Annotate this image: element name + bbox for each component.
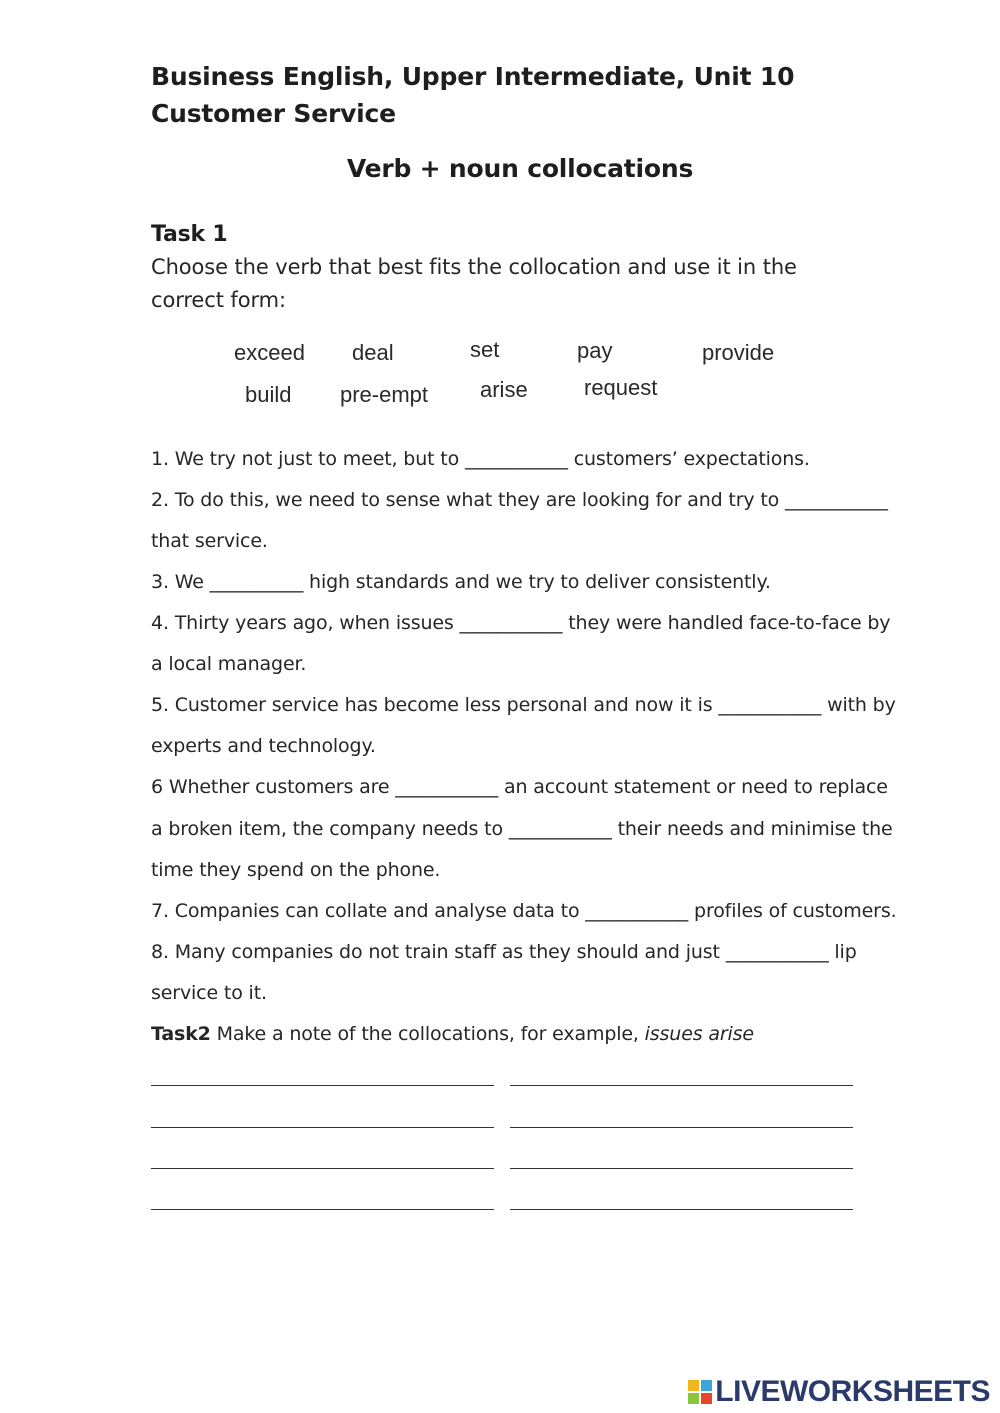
- answer-line[interactable]: [151, 1127, 494, 1128]
- question-line: experts and technology.: [151, 735, 376, 757]
- task2-text: Make a note of the collocations, for example,: [210, 1023, 645, 1045]
- answer-line[interactable]: [510, 1127, 853, 1128]
- answer-line[interactable]: [510, 1168, 853, 1169]
- document-subtitle-topic: Customer Service: [151, 99, 396, 128]
- question-line: a broken item, the company needs to ___________ their needs and minimise the: [151, 818, 893, 840]
- question-line: 1. We try not just to meet, but to ___________ customers’ expectations.: [151, 448, 810, 470]
- word-bank-item: deal: [352, 340, 394, 365]
- liveworksheets-logo: [687, 1375, 990, 1409]
- document-title: Business English, Upper Intermediate, Unit 10: [151, 62, 795, 91]
- task2-instruction: [151, 1023, 754, 1045]
- word-bank-item: set: [470, 337, 500, 362]
- question-line: service to it.: [151, 982, 267, 1004]
- question-line: 8. Many companies do not train staff as they should and just ___________ lip: [151, 941, 857, 963]
- task1-label: Task 1: [151, 222, 228, 247]
- question-line: 2. To do this, we need to sense what they are looking for and try to ___________: [151, 489, 888, 511]
- word-bank-item: provide: [702, 340, 775, 365]
- question-line: that service.: [151, 530, 268, 552]
- word-bank-item: exceed: [234, 340, 305, 365]
- answer-line[interactable]: [510, 1085, 853, 1086]
- word-bank-item: pre-empt: [340, 382, 429, 407]
- task1-instruction-line1: Choose the verb that best fits the collocation and use it in the: [151, 255, 797, 279]
- question-line: 7. Companies can collate and analyse data to ___________ profiles of customers.: [151, 900, 897, 922]
- section-title: Verb + noun collocations: [346, 154, 694, 183]
- question-line: 3. We __________ high standards and we try to deliver consistently.: [151, 571, 771, 593]
- answer-line[interactable]: [151, 1168, 494, 1169]
- question-line: 5. Customer service has become less personal and now it is ___________ with by: [151, 694, 896, 716]
- task1-instruction-line2: correct form:: [151, 288, 286, 312]
- task2-example: issues arise: [644, 1023, 754, 1045]
- word-bank-item: arise: [480, 377, 528, 402]
- question-line: a local manager.: [151, 653, 307, 675]
- word-bank-item: pay: [577, 338, 613, 363]
- answer-line[interactable]: [151, 1085, 494, 1086]
- word-bank-item: request: [584, 375, 658, 400]
- liveworksheets-logo-text: LIVEWORKSHEETS: [715, 1375, 990, 1408]
- task2-label: Task2: [151, 1023, 211, 1045]
- liveworksheets-logo-icon: [687, 1379, 713, 1405]
- question-line: time they spend on the phone.: [151, 859, 441, 881]
- question-line: 6 Whether customers are ___________ an account statement or need to replace: [151, 776, 888, 798]
- question-line: 4. Thirty years ago, when issues ___________ they were handled face-to-face by: [151, 612, 891, 634]
- word-bank-item: build: [245, 382, 292, 407]
- answer-line[interactable]: [151, 1209, 494, 1210]
- answer-line[interactable]: [510, 1209, 853, 1210]
